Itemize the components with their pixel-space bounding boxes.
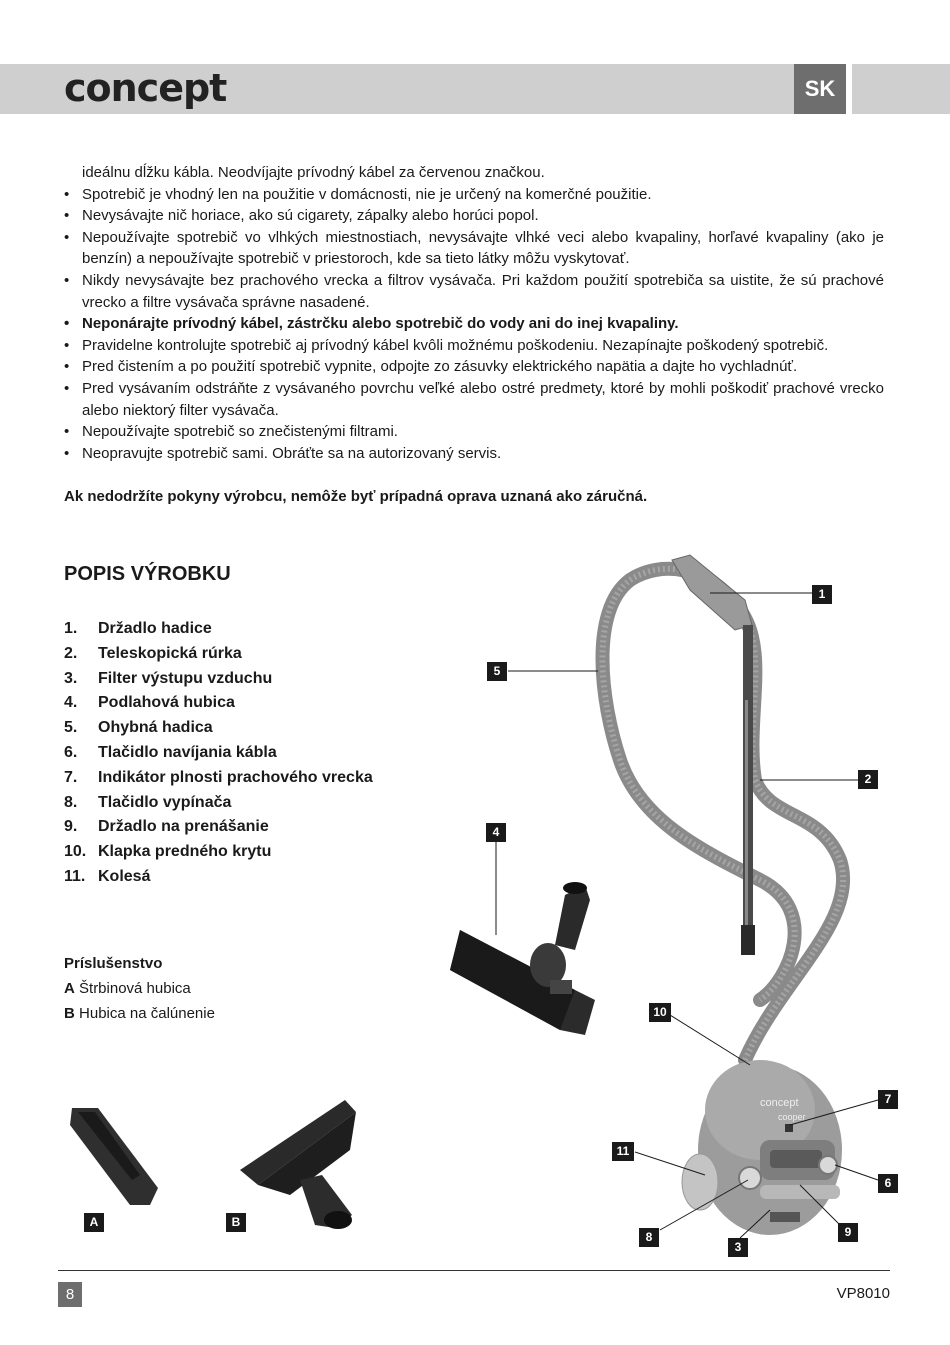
part-label: Tlačidlo vypínača <box>98 793 232 811</box>
callout-9: 9 <box>838 1223 858 1242</box>
language-badge: SK <box>794 64 846 114</box>
part-label: Filter výstupu vzduchu <box>98 669 273 687</box>
part-label: Indikátor plnosti prachového vrecka <box>98 768 373 786</box>
accessory-label: Hubica na čalúnenie <box>79 1005 215 1022</box>
safety-item: • Nevysávajte nič horiace, ako sú cigarety, zápalky alebo horúci popol. <box>64 205 884 227</box>
part-label: Ohybná hadica <box>98 719 213 737</box>
wheel-icon <box>682 1154 718 1210</box>
upholstery-tool-icon <box>240 1100 356 1229</box>
continued-text: ideálnu dĺžku kábla. Neodvíjajte prívodný kábel za červenou značkou. <box>82 164 545 181</box>
safety-item: • Nepoužívajte spotrebič vo vlhkých miestnostiach, nevysávajte vlhké veci alebo kvapaliny, horľavé kvapaliny (ako je benzín) a nepoužívajte spotrebič v priestoroch, kde sa tieto látky môžu vyskytovať. <box>64 227 884 270</box>
part-label: Držadlo na prenášanie <box>98 818 269 836</box>
part-number: 5. <box>64 719 78 737</box>
part-label: Klapka predného krytu <box>98 843 272 861</box>
part-number: 2. <box>64 644 78 662</box>
callout-8: 8 <box>639 1228 659 1247</box>
safety-item: • Pravidelne kontrolujte spotrebič aj prívodný kábel kvôli možnému poškodeniu. Nezapínajte poškodený spotrebič. <box>64 335 884 357</box>
product-sublabel: cooper <box>778 1112 806 1122</box>
product-logo: concept <box>760 1097 799 1109</box>
safety-item: • Neopravujte spotrebič sami. Obráťte sa na autorizovaný servis. <box>64 443 884 465</box>
part-number: 9. <box>64 818 78 836</box>
part-label: Kolesá <box>98 867 151 885</box>
callout-5: 5 <box>487 662 507 681</box>
safety-item: • Nepoužívajte spotrebič so znečistenými filtrami. <box>64 421 884 443</box>
callout-3: 3 <box>728 1238 748 1257</box>
safety-item: • Spotrebič je vhodný len na použitie v domácnosti, nie je určený na komerčné použitie. <box>64 184 884 206</box>
power-button-icon <box>739 1167 761 1189</box>
part-label: Držadlo hadice <box>98 620 212 637</box>
callout-1: 1 <box>812 585 832 604</box>
hose-icon <box>603 569 844 1060</box>
brand-logo: concept <box>64 66 227 110</box>
page-number: 8 <box>58 1282 82 1307</box>
part-number: 8. <box>64 793 78 811</box>
safety-item: • Pred vysávaním odstráňte z vysávaného povrchu veľké alebo ostré predmety, ktoré by mohli poškodiť prachové vrecko alebo niektorý filter vysávača. <box>64 378 884 421</box>
part-number: 10. <box>64 843 87 861</box>
accessory-letter: B <box>64 1005 75 1022</box>
callout-2: 2 <box>858 770 878 789</box>
part-number: 7. <box>64 768 78 786</box>
callout-7: 7 <box>878 1090 898 1109</box>
model-number: VP8010 <box>836 1285 890 1302</box>
part-number: 3. <box>64 669 78 687</box>
callout-a: A <box>84 1213 104 1232</box>
accessories-title: Príslušenstvo <box>64 955 163 972</box>
floor-nozzle-icon <box>450 882 595 1035</box>
accessory-letter: A <box>64 980 75 997</box>
callout-11: 11 <box>612 1142 634 1161</box>
safety-item-bold: • Neponárajte prívodný kábel, zástrčku alebo spotrebič do vody ani do inej kvapaliny. <box>64 313 884 335</box>
part-label: Teleskopická rúrka <box>98 644 242 662</box>
safety-item: • Pred čistením a po použití spotrebič vypnite, odpojte zo zásuvky elektrického napätia a dajte ho vychladnúť. <box>64 356 884 378</box>
section-title: POPIS VÝROBKU <box>64 563 231 585</box>
callout-6: 6 <box>878 1174 898 1193</box>
warranty-warning: Ak nedodržíte pokyny výrobcu, nemôže byť prípadná oprava uznaná ako záručná. <box>64 488 648 505</box>
part-number: 4. <box>64 694 78 712</box>
part-number: 11. <box>64 867 86 885</box>
accessory-label: Štrbinová hubica <box>79 980 191 997</box>
part-label: Tlačidlo navíjania kábla <box>98 743 277 761</box>
cord-rewind-button-icon <box>819 1156 837 1174</box>
callout-10: 10 <box>649 1003 671 1022</box>
part-number: 6. <box>64 743 78 761</box>
part-number: 1. <box>64 620 78 637</box>
callout-4: 4 <box>486 823 506 842</box>
callout-b: B <box>226 1213 246 1232</box>
safety-item: • Nikdy nevysávajte bez prachového vrecka a filtrov vysávača. Pri každom použití spotrebiča sa uistite, že sú prachové vrecko a filtre vysávača správne nasadené. <box>64 270 884 313</box>
part-label: Podlahová hubica <box>98 694 235 712</box>
footer-divider <box>58 1270 890 1271</box>
